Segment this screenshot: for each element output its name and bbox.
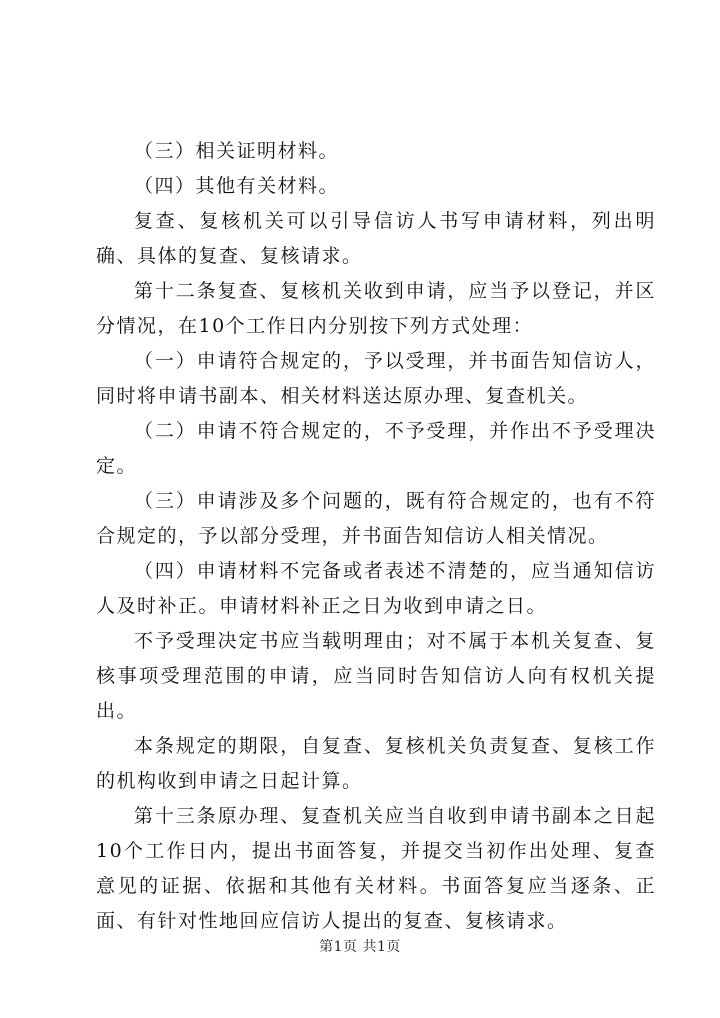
paragraph-article-12-item-4: （四）申请材料不完备或者表述不清楚的，应当通知信访人及时补正。申请材料补正之日为收到申请之日。 (96, 560, 656, 617)
paragraph-guidance: 复查、复核机关可以引导信访人书写申请材料，列出明确、具体的复查、复核请求。 (96, 210, 656, 267)
paragraph-time-limit: 本条规定的期限，自复查、复核机关负责复查、复核工作的机构收到申请之日起计算。 (96, 735, 656, 792)
paragraph-article-12: 第十二条复查、复核机关收到申请，应当予以登记，并区分情况，在10个工作日内分别按下列方式处理： (96, 280, 656, 337)
paragraph-article-12-item-2: （二）申请不符合规定的，不予受理，并作出不予受理决定。 (96, 420, 656, 477)
paragraph-article-12-item-1: （一）申请符合规定的，予以受理，并书面告知信访人，同时将申请书副本、相关材料送达原办理、复查机关。 (96, 350, 656, 407)
paragraph-item-4-materials: （四）其他有关材料。 (134, 175, 340, 197)
paragraph-item-3-materials: （三）相关证明材料。 (134, 140, 340, 162)
paragraph-article-13: 第十三条原办理、复查机关应当自收到申请书副本之日起10个工作日内，提出书面答复，并提交当初作出处理、复查意见的证据、依据和其他有关材料。书面答复应当逐条、正面、有针对性地回应信访人提出的复查、复核请求。 (96, 805, 656, 932)
page-footer (0, 936, 720, 956)
paragraph-article-12-item-3: （三）申请涉及多个问题的，既有符合规定的，也有不符合规定的，予以部分受理，并书面告知信访人相关情况。 (96, 490, 656, 547)
document-body (96, 134, 656, 939)
paragraph-rejection-notice: 不予受理决定书应当载明理由；对不属于本机关复查、复核事项受理范围的申请，应当同时告知信访人向有权机关提出。 (96, 630, 656, 722)
page-number: 第1页 共1页 (319, 939, 401, 955)
